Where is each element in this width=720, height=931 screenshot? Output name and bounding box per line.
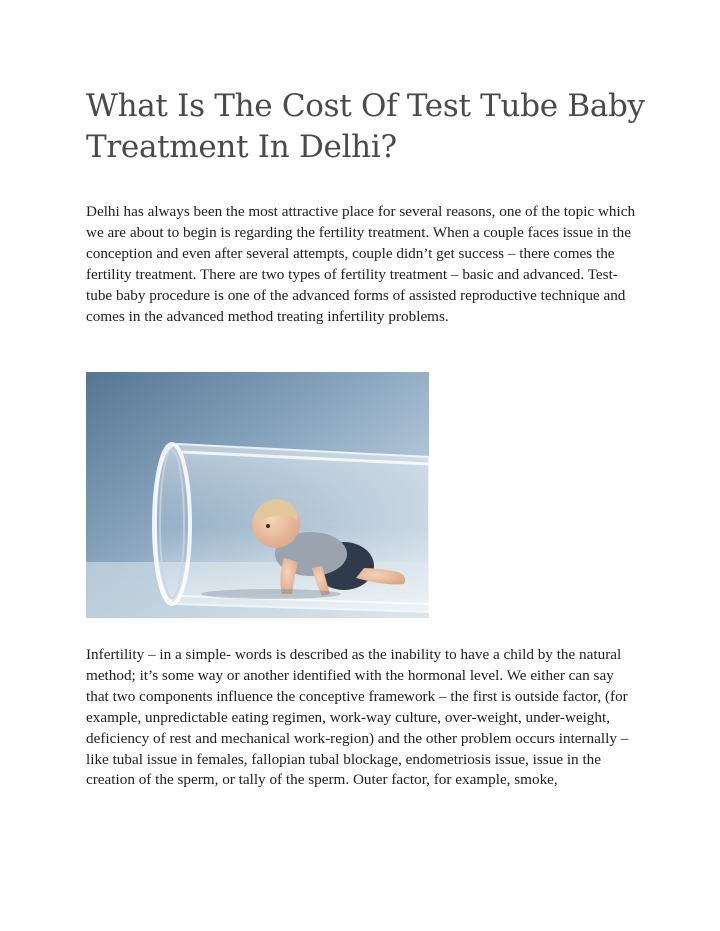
infertility-paragraph: Infertility – in a simple- words is described as the inability to have a child by the natural method; it’s some way or another identified with the hormonal level. We either can say that two components influence the conceptive framework – the first is outside factor, (for example, unpredictable eating regimen, work-way culture, over-weight, under-weight, deficiency of rest and mechanical work-region) and the other problem occurs internally – like tubal issue in females, fallopian tubal blockage, endometriosis issue, issue in the creation of the sperm, or tally of the sperm. Outer factor, for example, smoke, xyxy=(86,646,629,789)
intro-paragraph: Delhi has always been the most attractive place for several reasons, one of the topic which we are about to begin is regarding the fertility treatment. When a couple faces issue in the conception and even after several attempts, couple didn’t get success – there comes the fertility treatment. There are two types of fertility treatment – basic and advanced. Test-tube baby procedure is one of the advanced forms of assisted reproductive technique and comes in the advanced method treating infertility problems. xyxy=(86,203,636,325)
baby-in-test-tube-photo xyxy=(86,372,429,618)
article-title: What Is The Cost Of Test Tube Baby Treatment In Delhi? xyxy=(86,88,645,165)
